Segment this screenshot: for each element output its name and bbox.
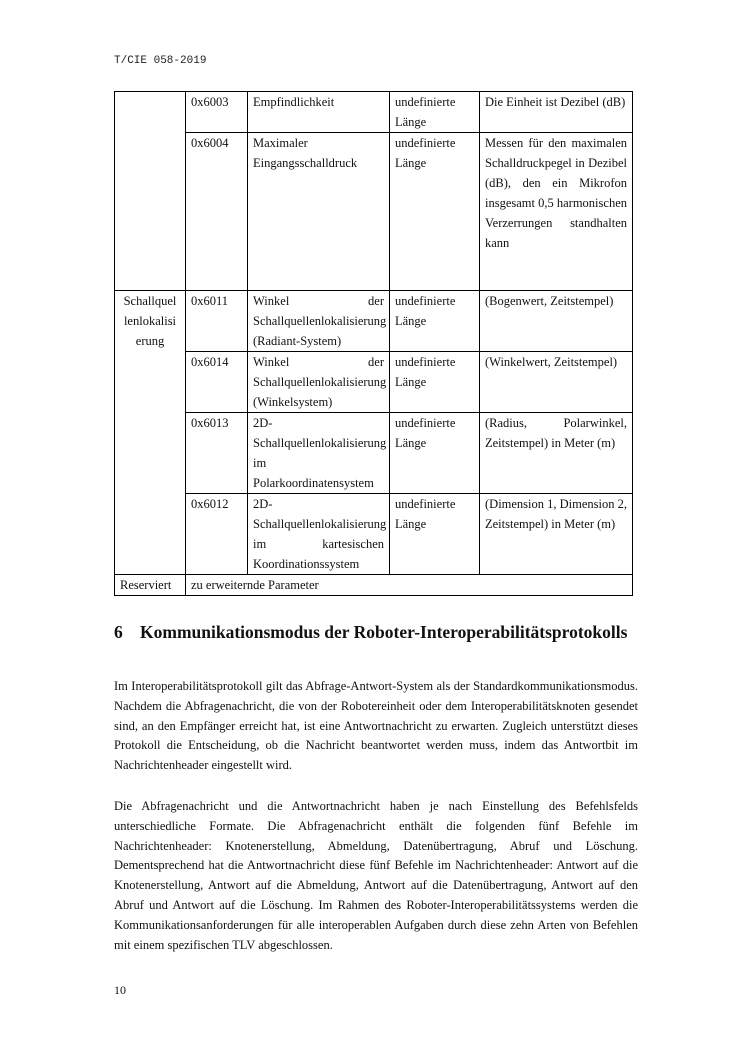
param-desc: (Bogenwert, Zeitstempel): [480, 291, 633, 352]
param-type: undefinierte Länge: [390, 291, 480, 352]
table-row: [115, 352, 633, 413]
param-desc: (Radius, Polarwinkel, Zeitstempel) in Meter (m): [480, 413, 633, 494]
table-row: [115, 494, 633, 575]
param-desc: (Winkelwert, Zeitstempel): [480, 352, 633, 413]
table-row-reserved: [115, 575, 633, 596]
empty-group-cell: [115, 92, 186, 291]
section-number: 6: [114, 622, 123, 642]
param-type: undefinierte Länge: [390, 413, 480, 494]
param-desc: Die Einheit ist Dezibel (dB): [480, 92, 633, 133]
table-row: [115, 413, 633, 494]
param-code: 0x6012: [186, 494, 248, 575]
param-code: 0x6003: [186, 92, 248, 133]
param-name: 2D-Schallquellenlokalisierung im kartesischen Koordinationssystem: [248, 494, 390, 575]
document-id-header: T/CIE 058-2019: [114, 55, 207, 67]
param-code: 0x6014: [186, 352, 248, 413]
page-number: 10: [114, 983, 126, 997]
param-name: Empfindlichkeit: [248, 92, 390, 133]
param-code: 0x6004: [186, 133, 248, 291]
section-title: Kommunikationsmodus der Roboter-Interoperabilitätsprotokolls: [140, 622, 628, 642]
section-heading: [114, 622, 644, 643]
param-type: undefinierte Länge: [390, 494, 480, 575]
table-row: [115, 133, 633, 291]
param-name: Maximaler Eingangsschalldruck: [248, 133, 390, 291]
paragraph: Die Abfragenachricht und die Antwortnachricht haben je nach Einstellung des Befehlsfelds unterschiedliche Formate. Die Abfragenachricht enthält die folgenden fünf Befehle im Nachrichtenheader: Knotenerstellung, Abmeldung, Datenübertragung, Abruf und Löschung. Dementsprechend hat die Antwortnachricht diese fünf Befehle im Nachrichtenheader: Antwort auf die Knotenerstellung, Antwort auf die Abmeldung, Antwort auf die Datenübertragung, Antwort auf den Abruf und Antwort auf die Löschung. Im Rahmen des Roboter-Interoperabilitätssystems werden die Kommunikationsanforderungen für alle interoperablen Aufgaben durch diese zehn Arten von Befehlen mit einem spezifischen TLV abgeschlossen.: [114, 799, 638, 952]
param-type: undefinierte Länge: [390, 352, 480, 413]
param-desc: (Dimension 1, Dimension 2, Zeitstempel) in Meter (m): [480, 494, 633, 575]
param-name: Winkel der Schallquellenlokalisierung (Radiant-System): [248, 291, 390, 352]
param-code: 0x6011: [186, 291, 248, 352]
param-type: undefinierte Länge: [390, 92, 480, 133]
param-desc: Messen für den maximalen Schalldruckpegel in Dezibel (dB), den ein Mikrofon insgesamt 0,5 harmonischen Verzerrungen standhalten kann: [480, 133, 633, 291]
reserved-label: Reserviert: [115, 575, 186, 596]
param-code: 0x6013: [186, 413, 248, 494]
param-type: undefinierte Länge: [390, 133, 480, 291]
param-name: Winkel der Schallquellenlokalisierung (Winkelsystem): [248, 352, 390, 413]
table-row: [115, 92, 633, 133]
reserved-text: zu erweiternde Parameter: [186, 575, 633, 596]
group-label: Schallquel lenlokalisi erung: [115, 291, 186, 575]
parameter-table: [114, 91, 633, 596]
table-row: [115, 291, 633, 352]
param-name: 2D-Schallquellenlokalisierung im Polarkoordinatensystem: [248, 413, 390, 494]
paragraph: Im Interoperabilitätsprotokoll gilt das Abfrage-Antwort-System als der Standardkommunikationsmodus. Nachdem die Abfragenachricht, die von der Robotereinheit oder dem Interoperabilitätsknoten gesendet sind, an den Empfänger erreicht hat, ist eine Antwortnachricht zu erwarten. Zugleich unterstützt dieses Protokoll die Entscheidung, ob die Nachricht beantwortet werden muss, indem das Antwortbit im Nachrichtenheader eingestellt wird.: [114, 679, 638, 773]
